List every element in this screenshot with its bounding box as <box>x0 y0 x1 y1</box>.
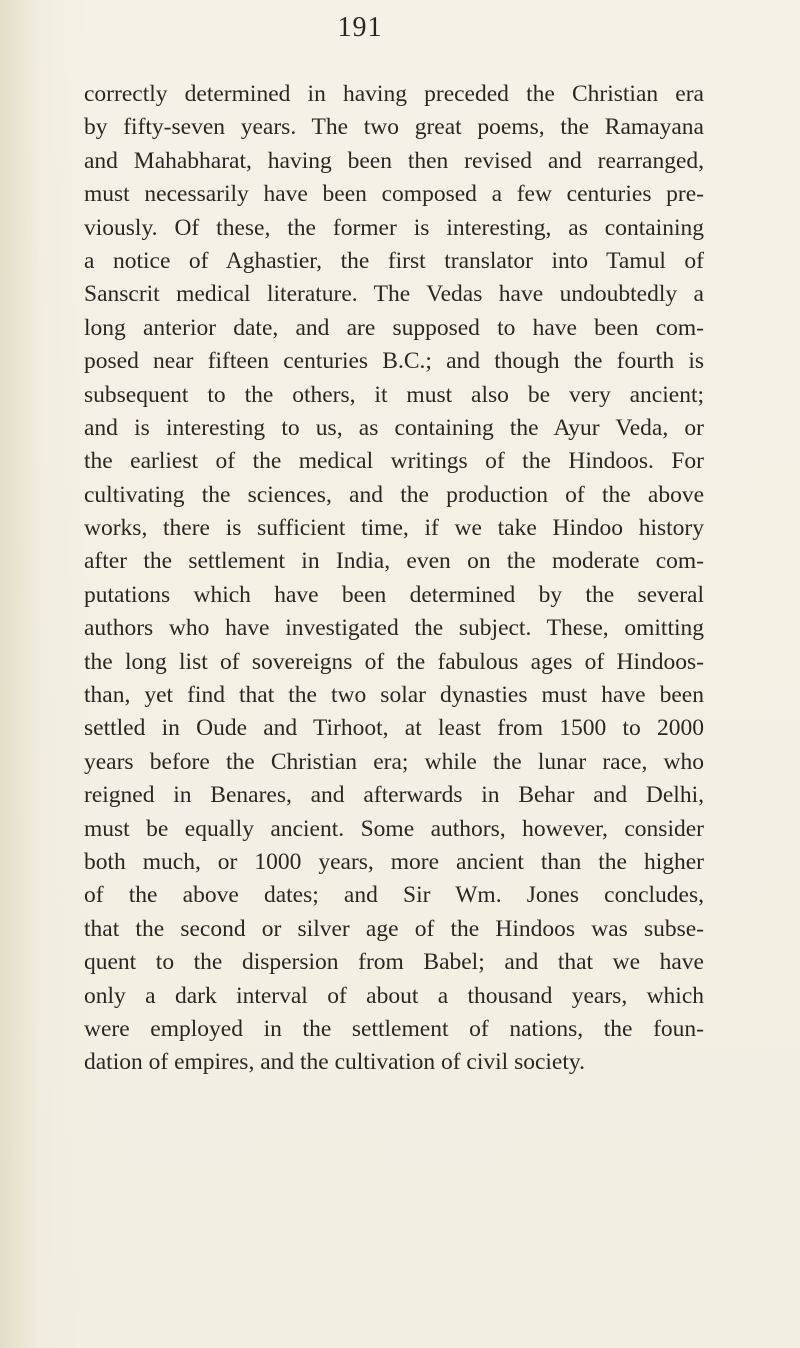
text-line-2: by fifty-seven years. The two great poems, the Ramayana <box>84 114 704 141</box>
text-line-13: cultivating the sciences, and the production of the above <box>84 481 704 508</box>
text-line-10: subsequent to the others, it must also be very ancient; <box>84 381 704 408</box>
text-line-23: must be equally ancient. Some authors, however, consider <box>84 815 704 842</box>
text-line-7: Sanscrit medical literature. The Vedas have undoubtedly a <box>84 281 704 308</box>
text-line-24: both much, or 1000 years, more ancient than the higher <box>84 848 704 875</box>
text-line-14: works, there is sufficient time, if we take Hindoo history <box>84 515 704 542</box>
page-number: 191 <box>337 12 383 43</box>
text-line-25: of the above dates; and Sir Wm. Jones concludes, <box>84 882 704 909</box>
text-line-18: the long list of sovereigns of the fabulous ages of Hindoos- <box>84 648 704 675</box>
text-line-12: the earliest of the medical writings of the Hindoos. For <box>84 448 704 475</box>
text-line-11: and is interesting to us, as containing the Ayur Veda, or <box>84 414 704 441</box>
text-line-15: after the settlement in India, even on the moderate com- <box>84 548 704 575</box>
text-line-22: reigned in Benares, and afterwards in Behar and Delhi, <box>84 782 704 809</box>
text-line-16: putations which have been determined by the several <box>84 581 704 608</box>
text-line-26: that the second or silver age of the Hindoos was subse- <box>84 915 704 942</box>
text-line-5: viously. Of these, the former is interesting, as containing <box>84 214 704 241</box>
text-line-19: than, yet find that the two solar dynasties must have been <box>84 682 704 709</box>
text-line-9: posed near fifteen centuries B.C.; and though the fourth is <box>84 348 704 375</box>
text-line-6: a notice of Aghastier, the first translator into Tamul of <box>84 247 704 274</box>
text-line-3: and Mahabharat, having been then revised and rearranged, <box>84 147 704 174</box>
text-line-8: long anterior date, and are supposed to have been com- <box>84 314 704 341</box>
text-line-29: were employed in the settlement of nations, the foun- <box>84 1015 704 1042</box>
text-line-4: must necessarily have been composed a few centuries pre- <box>84 181 704 208</box>
text-line-17: authors who have investigated the subject. These, omitting <box>84 615 704 642</box>
text-line-30: dation of empires, and the cultivation of civil society. <box>84 1049 585 1076</box>
text-line-27: quent to the dispersion from Babel; and that we have <box>84 949 704 976</box>
body-text <box>84 78 704 1080</box>
text-line-21: years before the Christian era; while the lunar race, who <box>84 748 704 775</box>
text-line-28: only a dark interval of about a thousand years, which <box>84 982 704 1009</box>
text-line-20: settled in Oude and Tirhoot, at least from 1500 to 2000 <box>84 715 704 742</box>
text-line-1: correctly determined in having preceded the Christian era <box>84 81 704 107</box>
